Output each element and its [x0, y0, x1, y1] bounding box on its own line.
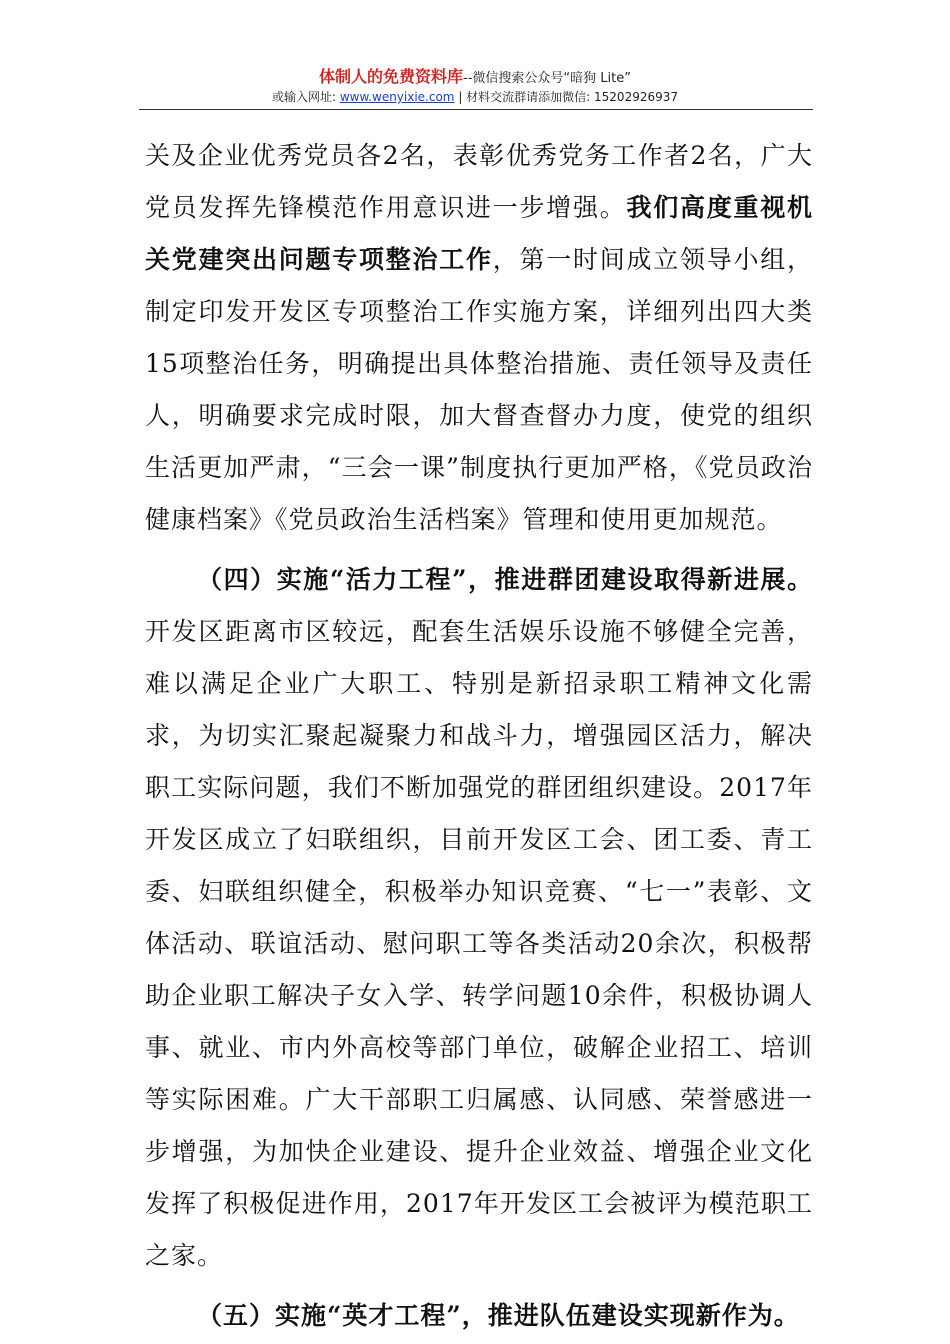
paragraph-talent-project: [145, 1290, 813, 1342]
emphasis-text: 我们高度重视机关党建突出问题专项整治工作: [145, 193, 813, 274]
section-heading: （五）实施“英才工程”，推进队伍建设实现新作为。: [197, 1301, 800, 1330]
paragraph-text: 开发区距离市区较远，配套生活娱乐设施不够健全完善，难以满足企业广大职工、特别是新招录职工精神文化需求，为切实汇聚起凝聚力和战斗力，增强园区活力，解决职工实际问题，我们不断加强党的群团组织建设。2017年开发区成立了妇联组织，目前开发区工会、团工委、青工委、妇联组织健全，积极举办知识竞赛、“七一”表彰、文体活动、联谊活动、慰问职工等各类活动20余次，积极帮助企业职工解决子女入学、转学问题10余件，积极协调人事、就业、市内外高校等部门单位，破解企业招工、培训等实际困难。广大干部职工归属感、认同感、荣誉感进一步增强，为加快企业建设、提升企业效益、增强企业文化发挥了积极促进作用，2017年开发区工会被评为模范职工之家。: [145, 617, 813, 1270]
contact-info: | 材料交流群请添加微信: 15202926937: [454, 90, 679, 104]
header-tagline: --微信搜索公众号“暗狗 Lite”: [463, 71, 631, 86]
paragraph-text: ，第一时间成立领导小组，制定印发开发区专项整治工作实施方案，详细列出四大类15项整治任务，明确提出具体整治措施、责任领导及责任人，明确要求完成时限，加大督查督办力度，使党的组织生活更加严肃，“三会一课”制度执行更加严格，《党员政治健康档案》《党员政治生活档案》管理和使用更加规范。: [145, 245, 813, 534]
website-link[interactable]: www.wenyixie.com: [339, 90, 455, 104]
paragraph-text: 关及企业优秀党员各2名，表彰优秀党务工作者2名，广大党员发挥先锋模范作用意识进一步增强。: [145, 141, 813, 222]
brand-title: 体制人的免费资料库: [319, 67, 464, 86]
section-heading: （四）实施“活力工程”，推进群团建设取得新进展。: [197, 565, 813, 594]
header-contact-line: [0, 89, 950, 105]
document-body: [145, 130, 813, 1342]
header-brand-line: [0, 68, 950, 88]
header-divider: [139, 109, 813, 110]
url-prefix: 或输入网址:: [271, 90, 340, 104]
page-header: [0, 0, 950, 112]
paragraph-vitality-project: [145, 554, 813, 1282]
paragraph-party-building: [145, 130, 813, 546]
